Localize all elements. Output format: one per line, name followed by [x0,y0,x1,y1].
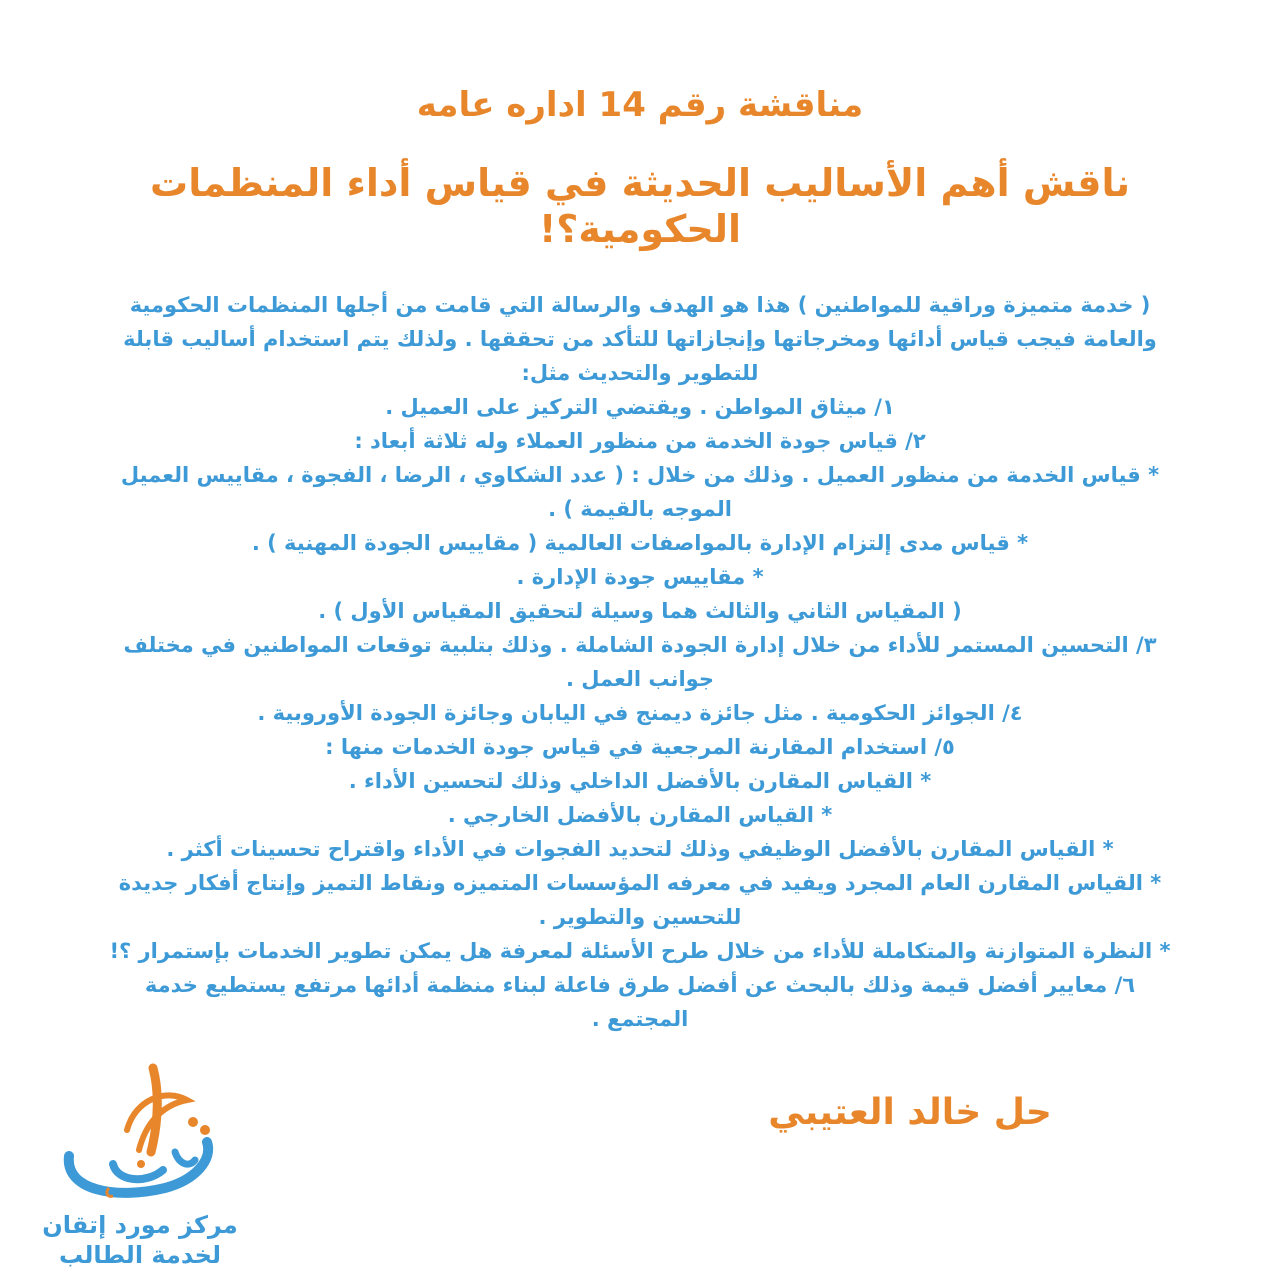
page-title: مناقشة رقم 14 اداره عامه [416,85,864,125]
logo-caption-line-1: مركز مورد إتقان [42,1211,238,1239]
body-line: جوانب العمل . [566,667,714,691]
body-line: للتحسين والتطوير . [538,905,742,929]
body-line: ٤/ الجوائز الحكومية . مثل جائزة ديمنج في اليابان وجائزة الجودة الأوروبية . [257,701,1023,725]
body-line: * قياس مدى إلتزام الإدارة بالمواصفات العالمية ( مقاييس الجودة المهنية ) . [251,531,1029,555]
body-line: ٦/ معايير أفضل قيمة وذلك بالبحث عن أفضل طرق فاعلة لبناء منظمة أدائها مرتفع يستطيع خدمة [144,973,1136,997]
logo-caption-line-2: لخدمة الطالب [59,1241,221,1269]
body-line: * النظرة المتوازنة والمتكاملة للأداء من خلال طرح الأسئلة لمعرفة هل يمكن تطوير الخدمات بإستمرار ؟! [109,939,1171,963]
question-line-1: ناقش أهم الأساليب الحديثة في قياس أداء المنظمات [150,161,1130,205]
body-line: * القياس المقارن بالأفضل الوظيفي وذلك لتحديد الفجوات في الأداء واقتراح تحسينات أكثر . [166,837,1114,861]
body-line: ٥/ استخدام المقارنة المرجعية في قياس جودة الخدمات منها : [325,735,955,759]
body-line: ١/ ميثاق المواطن . ويقتضي التركيز على العميل . [385,395,895,419]
question-line-2: الحكومية؟! [538,207,742,251]
logo [30,1060,250,1270]
body-line: ( المقياس الثاني والثالث هما وسيلة لتحقيق المقياس الأول ) . [318,599,962,623]
body-line: للتطوير والتحديث مثل: [521,361,759,385]
answer-body [90,288,1190,1036]
body-line: * القياس المقارن بالأفضل الداخلي وذلك لتحسين الأداء . [348,769,932,793]
body-line: والعامة فيجب قياس أدائها ومخرجاتها وإنجازاتها للتأكد من تحققها . ولذلك يتم استخدام أساليب قابلة [123,327,1157,351]
body-line: * القياس المقارن بالأفضل الخارجي . [447,803,833,827]
body-line: * مقاييس جودة الإدارة . [516,565,764,589]
signature: حل خالد العتيبي [768,1092,1052,1133]
body-line: ٢/ قياس جودة الخدمة من منظور العملاء وله ثلاثة أبعاد : [354,429,926,453]
body-line: المجتمع . [591,1007,689,1031]
body-line: * قياس الخدمة من منظور العميل . وذلك من خلال : ( عدد الشكاوي ، الرضا ، الفجوة ، مقاييس العميل [120,463,1160,487]
question-heading [150,160,1130,252]
body-line: ( خدمة متميزة وراقية للمواطنين ) هذا هو الهدف والرسالة التي قامت من أجلها المنظمات الحكومية [129,293,1151,317]
body-line: * القياس المقارن العام المجرد ويفيد في معرفه المؤسسات المتميزه ونقاط التميز وإنتاج أفكار جديدة [118,871,1162,895]
body-line: ٣/ التحسين المستمر للأداء من خلال إدارة الجودة الشاملة . وذلك بتلبية توقعات المواطنين في مختلف [123,633,1157,657]
itqan-logo-mark-icon [55,1060,225,1210]
body-line: الموجه بالقيمة ) . [548,497,732,521]
